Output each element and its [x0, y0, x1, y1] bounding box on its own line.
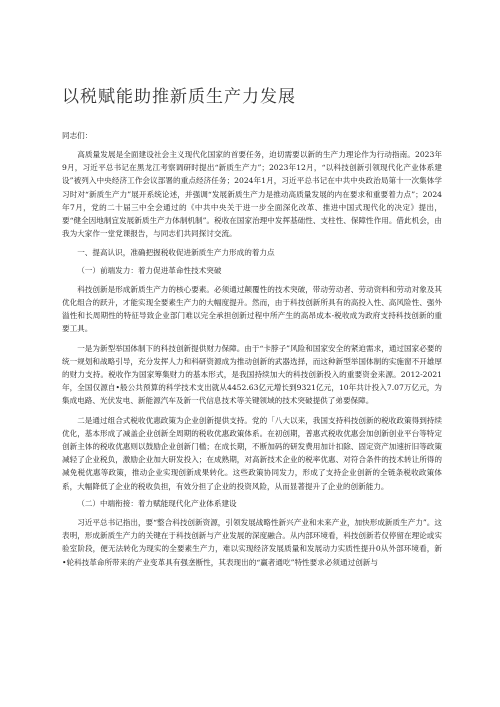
- body-paragraph-4: 习近平总书记指出，要“整合科技创新资源，引领发展战略性新兴产业和未来产业，加快形成新质生产力”。这表明，形成新质生产力的关键在于科技创新与产业发展的深度融合。从内部环境看，科技创新若仅停留在理论或实验室阶段，便无法转化为现实的全要素生产力，难以实现经济发展质量和发展动力实质性提升0从外部环境看，新•轮科技革命所带来的产业变革具有强垄断性，其表现出的“赢者通吃”特性要求必须通过创新与: [62, 518, 442, 567]
- section-1-2-heading: （二）中端衔接：着力赋能现代化产业体系建设: [77, 498, 237, 508]
- body-paragraph-3: 二是通过组合式税收优惠政策为企业创新提供支持。党的「八大以来，我国支持科技创新的税收政策得到持续优化，基本形成了减盖企业创新全周期的税收优惠政策体系。在初创期，普惠式税收优惠会加创新创业平台等特定创新主体的税收优惠则以鼓励企业创新门槛；在成长期，不断加码的研发费用加计扣除、固定资产加速折旧等政策减轻了企业税负，激励企业加大研发投入；在成熟期，对高新技术企业的税率优惠、对符合条件的技术转让所得的减免税优惠等政策，推动企业实现创新成果转化。这些政策协同发力，形成了支持企业创新的全链条税收政策体系，大幅降低了企业的税收负担，有效分担了企业的投资风险，从而显著提升了企业的创新能力。: [62, 415, 442, 491]
- body-paragraph-1: 科技创新是形成新质生产力的核心要素。必须通过颠覆性的技术突破，带动劳动者、劳动资料和劳动对象及其优化组合的跃升，才能实现全要素生产力的大幅度提升。然而，由于科技创新所具有的高投入性、高风险性、强外溢性和长周期性的特征导致企业部门难以完全承担创新过程中所产生的高昂成本-税收成为政府支持科技创新的重要工具。: [62, 284, 442, 334]
- salutation: 同志们：: [62, 131, 93, 140]
- intro-paragraph: 高质量发展是全面建设社会主义现代化国家的首要任务，迫切需要以新的生产力理论作为行动指南。2023年9月，习近平总书记在黑龙江考察调研时提出“新质生产力”；2023年12月，“以科技创新引领现代化产业体系建设”被列入中央经济工作会议部署的重点经济任务；2024年1月，习近平总书记在中共中央政治局第十一次集体学习时对“新质生产力”展开系统论述，并强调“发展新质生产力是推动高质量发展的内在要求和重要着力点”；2024年7月，党的二十届三中全会通过的《中共中央关于进一步全面深化改革、推进中国式现代化的决定》提出，要“健全因地制宜发展新质生产力体制机制”。税收在国家治理中发挥基础性、支柱性、保障性作用。借此机会，由我为大家作一堂党课报告，与同志们共同探讨交流。: [62, 150, 442, 239]
- section-1-1-heading: （一）前端发力：着力促进革命性技术突破: [77, 265, 222, 275]
- document-title: 以税赋能助推新质生产力发展: [62, 87, 296, 107]
- section-1-heading: 一、提高认识，准确把握税收促进新质生产力形成的着力点: [77, 248, 275, 258]
- body-paragraph-2: 一是为新型举国体制下的科技创新提供财力保障。由于“卡脖子”风险和国家安全的紧迫需求，通过国家必要的统一规划和战略引导，充分发挥人力和科研资源成为推动创新的武器选择，而这种新型举国体制的实施窗不开雄厚的财力支持。税收作为国家筹集财力的基本形式，是我国持续加大的科技创新投入的重要资金来源。2012-2021年，全国仅源自•般公共预算的科学技术支出就从4452.63亿元增长到9321亿元，10年共计投入7.07万亿元，为集成电路、光伏发电、新能源汽车及新一代信息技术等关键领域的技术突破提供了弟要保障。: [62, 343, 442, 406]
